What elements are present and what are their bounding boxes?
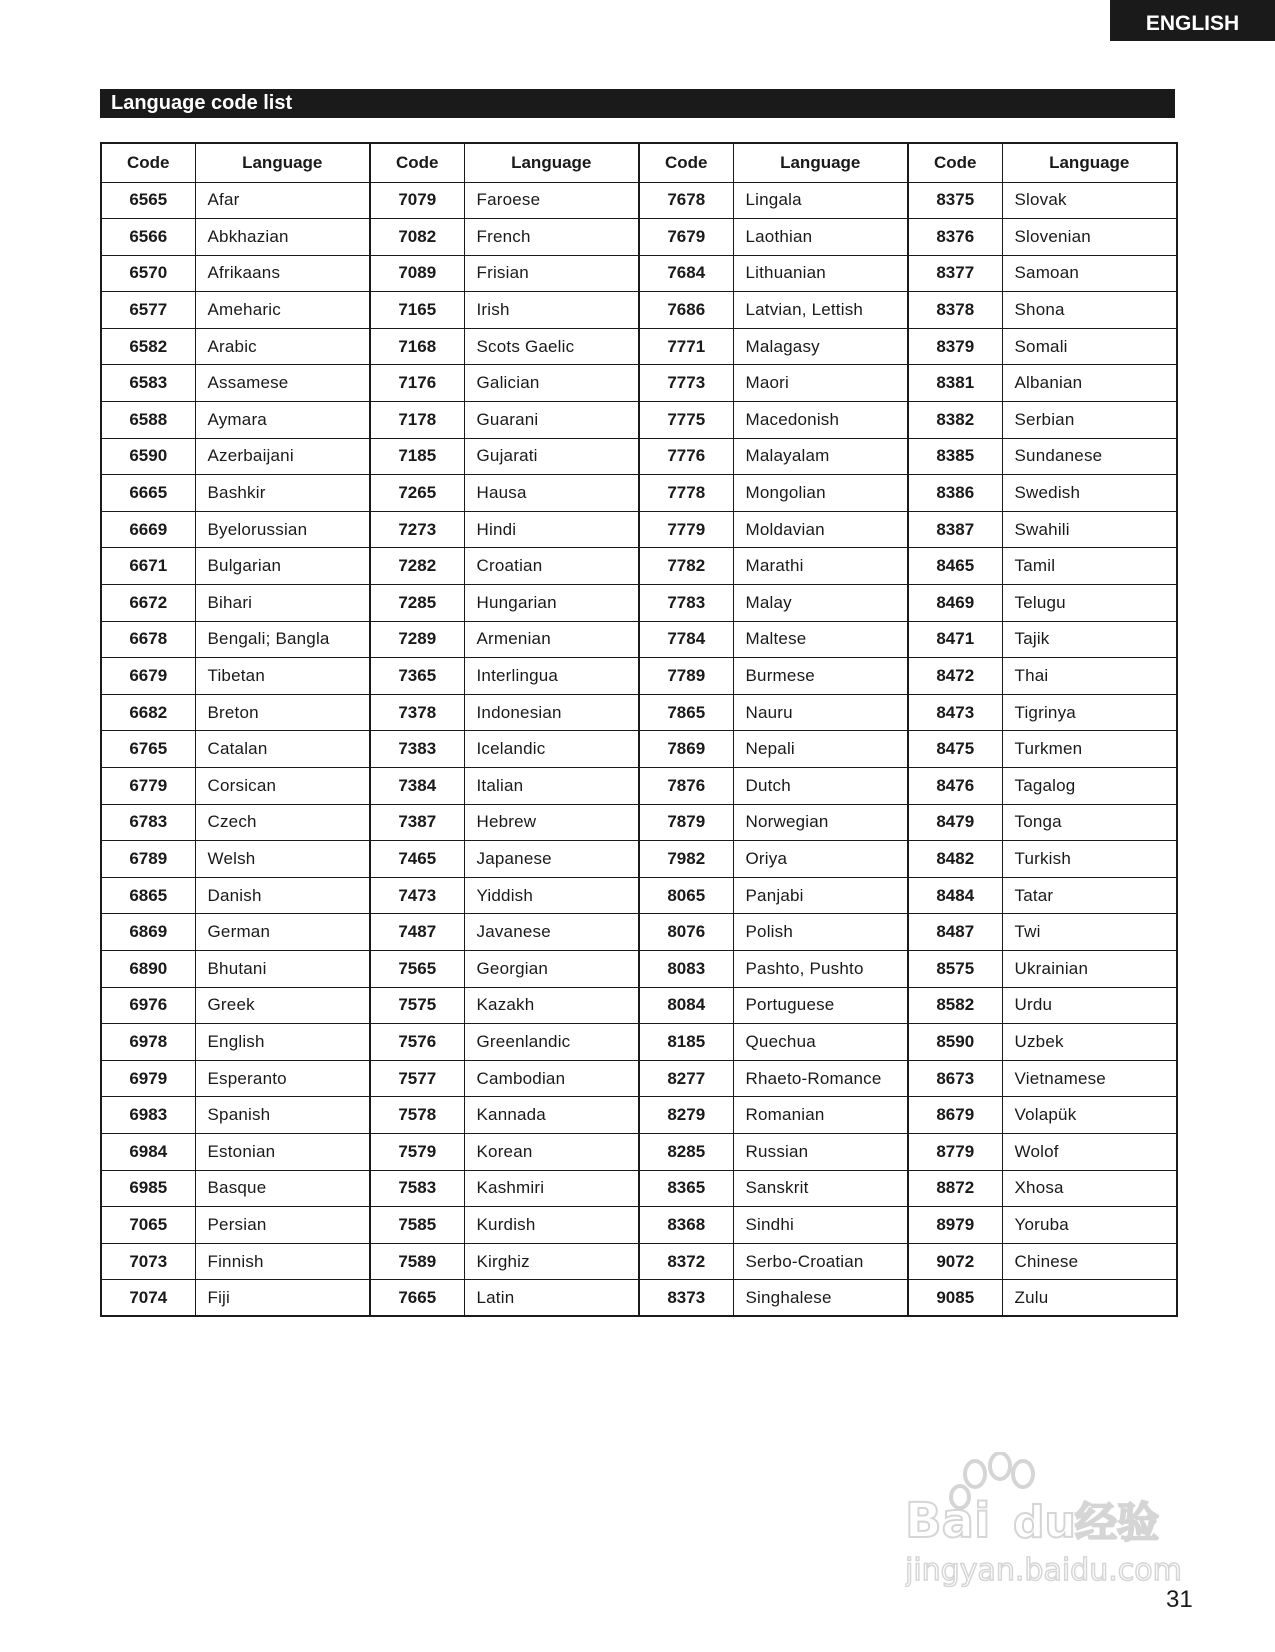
column-header-code: Code bbox=[908, 143, 1002, 182]
language-code-cell: 8378 bbox=[908, 292, 1002, 329]
language-name-cell: Ameharic bbox=[195, 292, 370, 329]
section-title: Language code list bbox=[111, 92, 293, 114]
language-name-cell: Tigrinya bbox=[1002, 694, 1177, 731]
language-name-cell: Afar bbox=[195, 182, 370, 219]
language-name-cell: Turkmen bbox=[1002, 731, 1177, 768]
language-code-cell: 7089 bbox=[370, 255, 464, 292]
language-name-cell: Breton bbox=[195, 694, 370, 731]
language-tab: ENGLISH bbox=[1110, 0, 1275, 41]
language-code-cell: 7465 bbox=[370, 841, 464, 878]
language-name-cell: Esperanto bbox=[195, 1060, 370, 1097]
language-code-cell: 8382 bbox=[908, 402, 1002, 439]
language-name-cell: Kazakh bbox=[464, 987, 639, 1024]
language-name-cell: Malayalam bbox=[733, 438, 908, 475]
language-code-cell: 8482 bbox=[908, 841, 1002, 878]
language-code-cell: 6983 bbox=[101, 1097, 195, 1134]
language-code-cell: 7387 bbox=[370, 804, 464, 841]
language-code-cell: 8469 bbox=[908, 585, 1002, 622]
baidu-jingyan-watermark bbox=[905, 1452, 1205, 1602]
language-name-cell: Kannada bbox=[464, 1097, 639, 1134]
language-name-cell: Cambodian bbox=[464, 1060, 639, 1097]
language-name-cell: Spanish bbox=[195, 1097, 370, 1134]
language-code-cell: 7583 bbox=[370, 1170, 464, 1207]
language-code-cell: 7577 bbox=[370, 1060, 464, 1097]
language-name-cell: Bihari bbox=[195, 585, 370, 622]
language-code-cell: 6679 bbox=[101, 658, 195, 695]
language-name-cell: Croatian bbox=[464, 548, 639, 585]
language-code-cell: 7384 bbox=[370, 768, 464, 805]
table-row bbox=[101, 987, 1177, 1024]
language-name-cell: Lithuanian bbox=[733, 255, 908, 292]
language-code-cell: 8381 bbox=[908, 365, 1002, 402]
language-code-cell: 7773 bbox=[639, 365, 733, 402]
language-name-cell: Swedish bbox=[1002, 475, 1177, 512]
language-name-cell: Romanian bbox=[733, 1097, 908, 1134]
language-name-cell: Laothian bbox=[733, 219, 908, 256]
language-name-cell: Albanian bbox=[1002, 365, 1177, 402]
language-name-cell: Azerbaijani bbox=[195, 438, 370, 475]
language-name-cell: Shona bbox=[1002, 292, 1177, 329]
language-name-cell: Assamese bbox=[195, 365, 370, 402]
language-name-cell: Mongolian bbox=[733, 475, 908, 512]
language-name-cell: Danish bbox=[195, 877, 370, 914]
language-name-cell: Corsican bbox=[195, 768, 370, 805]
language-name-cell: Pashto, Pushto bbox=[733, 950, 908, 987]
language-name-cell: Panjabi bbox=[733, 877, 908, 914]
language-code-table bbox=[100, 142, 1178, 1317]
language-name-cell: Rhaeto-Romance bbox=[733, 1060, 908, 1097]
language-name-cell: Catalan bbox=[195, 731, 370, 768]
language-name-cell: Fiji bbox=[195, 1280, 370, 1317]
language-name-cell: Uzbek bbox=[1002, 1024, 1177, 1061]
language-name-cell: Javanese bbox=[464, 914, 639, 951]
language-code-cell: 7079 bbox=[370, 182, 464, 219]
table-row bbox=[101, 621, 1177, 658]
language-code-cell: 6672 bbox=[101, 585, 195, 622]
language-name-cell: Sundanese bbox=[1002, 438, 1177, 475]
language-code-cell: 7684 bbox=[639, 255, 733, 292]
language-code-cell: 6865 bbox=[101, 877, 195, 914]
language-code-cell: 6869 bbox=[101, 914, 195, 951]
language-code-cell: 7289 bbox=[370, 621, 464, 658]
language-name-cell: Hindi bbox=[464, 511, 639, 548]
language-code-cell: 7585 bbox=[370, 1207, 464, 1244]
language-name-cell: Yoruba bbox=[1002, 1207, 1177, 1244]
language-name-cell: Interlingua bbox=[464, 658, 639, 695]
language-name-cell: Armenian bbox=[464, 621, 639, 658]
language-name-cell: Welsh bbox=[195, 841, 370, 878]
language-code-cell: 7576 bbox=[370, 1024, 464, 1061]
language-code-cell: 6779 bbox=[101, 768, 195, 805]
language-code-cell: 7778 bbox=[639, 475, 733, 512]
language-name-cell: Maltese bbox=[733, 621, 908, 658]
language-name-cell: Kashmiri bbox=[464, 1170, 639, 1207]
language-code-cell: 6765 bbox=[101, 731, 195, 768]
language-code-cell: 8582 bbox=[908, 987, 1002, 1024]
language-name-cell: Chinese bbox=[1002, 1243, 1177, 1280]
language-name-cell: Finnish bbox=[195, 1243, 370, 1280]
language-code-cell: 7775 bbox=[639, 402, 733, 439]
language-name-cell: Swahili bbox=[1002, 511, 1177, 548]
language-name-cell: Faroese bbox=[464, 182, 639, 219]
language-code-cell: 8385 bbox=[908, 438, 1002, 475]
language-code-cell: 7265 bbox=[370, 475, 464, 512]
language-code-cell: 8386 bbox=[908, 475, 1002, 512]
language-code-cell: 6590 bbox=[101, 438, 195, 475]
table-row bbox=[101, 292, 1177, 329]
language-code-cell: 6565 bbox=[101, 182, 195, 219]
table-header-row bbox=[101, 143, 1177, 182]
language-name-cell: Thai bbox=[1002, 658, 1177, 695]
language-name-cell: Portuguese bbox=[733, 987, 908, 1024]
table-row bbox=[101, 548, 1177, 585]
language-code-cell: 8365 bbox=[639, 1170, 733, 1207]
language-code-cell: 8679 bbox=[908, 1097, 1002, 1134]
language-name-cell: Polish bbox=[733, 914, 908, 951]
language-name-cell: Bengali; Bangla bbox=[195, 621, 370, 658]
language-name-cell: Kirghiz bbox=[464, 1243, 639, 1280]
language-name-cell: Scots Gaelic bbox=[464, 328, 639, 365]
language-name-cell: Tibetan bbox=[195, 658, 370, 695]
language-name-cell: Xhosa bbox=[1002, 1170, 1177, 1207]
language-code-cell: 7165 bbox=[370, 292, 464, 329]
language-code-cell: 7473 bbox=[370, 877, 464, 914]
table-row bbox=[101, 731, 1177, 768]
language-name-cell: Yiddish bbox=[464, 877, 639, 914]
language-code-cell: 7178 bbox=[370, 402, 464, 439]
language-code-cell: 6976 bbox=[101, 987, 195, 1024]
language-name-cell: Latvian, Lettish bbox=[733, 292, 908, 329]
language-name-cell: Urdu bbox=[1002, 987, 1177, 1024]
table-row bbox=[101, 328, 1177, 365]
language-name-cell: Hausa bbox=[464, 475, 639, 512]
language-name-cell: Maori bbox=[733, 365, 908, 402]
language-name-cell: Zulu bbox=[1002, 1280, 1177, 1317]
language-code-cell: 7176 bbox=[370, 365, 464, 402]
table-row bbox=[101, 182, 1177, 219]
language-code-cell: 6583 bbox=[101, 365, 195, 402]
watermark-suffix: 经验 bbox=[1075, 1498, 1160, 1547]
language-code-cell: 8484 bbox=[908, 877, 1002, 914]
language-name-cell: Macedonish bbox=[733, 402, 908, 439]
table-row bbox=[101, 1060, 1177, 1097]
table-row bbox=[101, 694, 1177, 731]
language-code-cell: 8076 bbox=[639, 914, 733, 951]
language-name-cell: Quechua bbox=[733, 1024, 908, 1061]
language-name-cell: Vietnamese bbox=[1002, 1060, 1177, 1097]
language-code-cell: 7365 bbox=[370, 658, 464, 695]
language-code-cell: 7782 bbox=[639, 548, 733, 585]
table-row bbox=[101, 1133, 1177, 1170]
table-row bbox=[101, 768, 1177, 805]
language-code-cell: 7783 bbox=[639, 585, 733, 622]
language-code-cell: 7578 bbox=[370, 1097, 464, 1134]
language-code-cell: 8872 bbox=[908, 1170, 1002, 1207]
table-row bbox=[101, 438, 1177, 475]
language-name-cell: Singhalese bbox=[733, 1280, 908, 1317]
table-row bbox=[101, 877, 1177, 914]
language-code-cell: 9085 bbox=[908, 1280, 1002, 1317]
language-name-cell: Estonian bbox=[195, 1133, 370, 1170]
language-name-cell: Oriya bbox=[733, 841, 908, 878]
language-name-cell: Persian bbox=[195, 1207, 370, 1244]
language-name-cell: Arabic bbox=[195, 328, 370, 365]
table-row bbox=[101, 255, 1177, 292]
table-body bbox=[101, 182, 1177, 1316]
language-code-cell: 8279 bbox=[639, 1097, 733, 1134]
language-name-cell: Malagasy bbox=[733, 328, 908, 365]
language-name-cell: Serbo-Croatian bbox=[733, 1243, 908, 1280]
column-header-language: Language bbox=[1002, 143, 1177, 182]
language-name-cell: Frisian bbox=[464, 255, 639, 292]
language-code-cell: 6890 bbox=[101, 950, 195, 987]
language-code-cell: 7082 bbox=[370, 219, 464, 256]
language-name-cell: Korean bbox=[464, 1133, 639, 1170]
language-code-cell: 8285 bbox=[639, 1133, 733, 1170]
language-code-cell: 6669 bbox=[101, 511, 195, 548]
table-row bbox=[101, 1243, 1177, 1280]
language-name-cell: Sanskrit bbox=[733, 1170, 908, 1207]
language-name-cell: Ukrainian bbox=[1002, 950, 1177, 987]
language-code-cell: 6582 bbox=[101, 328, 195, 365]
language-code-cell: 7074 bbox=[101, 1280, 195, 1317]
table-row bbox=[101, 365, 1177, 402]
table-row bbox=[101, 1207, 1177, 1244]
language-code-cell: 7185 bbox=[370, 438, 464, 475]
language-code-cell: 8471 bbox=[908, 621, 1002, 658]
language-name-cell: Galician bbox=[464, 365, 639, 402]
language-code-cell: 7679 bbox=[639, 219, 733, 256]
language-code-cell: 6979 bbox=[101, 1060, 195, 1097]
language-code-cell: 8476 bbox=[908, 768, 1002, 805]
table-row bbox=[101, 219, 1177, 256]
language-name-cell: Guarani bbox=[464, 402, 639, 439]
language-code-cell: 8590 bbox=[908, 1024, 1002, 1061]
language-code-cell: 8473 bbox=[908, 694, 1002, 731]
language-name-cell: English bbox=[195, 1024, 370, 1061]
language-name-cell: Serbian bbox=[1002, 402, 1177, 439]
language-code-cell: 8377 bbox=[908, 255, 1002, 292]
language-name-cell: Italian bbox=[464, 768, 639, 805]
language-code-cell: 7779 bbox=[639, 511, 733, 548]
table-row bbox=[101, 804, 1177, 841]
language-code-cell: 7168 bbox=[370, 328, 464, 365]
language-code-cell: 8083 bbox=[639, 950, 733, 987]
language-name-cell: Burmese bbox=[733, 658, 908, 695]
language-name-cell: Sindhi bbox=[733, 1207, 908, 1244]
language-name-cell: Slovak bbox=[1002, 182, 1177, 219]
language-code-cell: 7784 bbox=[639, 621, 733, 658]
language-code-cell: 7565 bbox=[370, 950, 464, 987]
language-name-cell: Bashkir bbox=[195, 475, 370, 512]
table-row bbox=[101, 1280, 1177, 1317]
language-name-cell: Nepali bbox=[733, 731, 908, 768]
table-row bbox=[101, 475, 1177, 512]
language-code-cell: 8373 bbox=[639, 1280, 733, 1317]
language-code-cell: 7378 bbox=[370, 694, 464, 731]
table-row bbox=[101, 402, 1177, 439]
language-code-cell: 6577 bbox=[101, 292, 195, 329]
language-name-cell: Bhutani bbox=[195, 950, 370, 987]
language-code-cell: 8277 bbox=[639, 1060, 733, 1097]
language-name-cell: Icelandic bbox=[464, 731, 639, 768]
language-name-cell: Latin bbox=[464, 1280, 639, 1317]
language-code-cell: 7771 bbox=[639, 328, 733, 365]
language-name-cell: Tonga bbox=[1002, 804, 1177, 841]
language-code-cell: 9072 bbox=[908, 1243, 1002, 1280]
language-name-cell: Hungarian bbox=[464, 585, 639, 622]
language-code-cell: 6985 bbox=[101, 1170, 195, 1207]
language-code-cell: 7285 bbox=[370, 585, 464, 622]
language-name-cell: Tamil bbox=[1002, 548, 1177, 585]
table-row bbox=[101, 1097, 1177, 1134]
language-name-cell: Dutch bbox=[733, 768, 908, 805]
language-name-cell: Twi bbox=[1002, 914, 1177, 951]
language-name-cell: Malay bbox=[733, 585, 908, 622]
language-code-cell: 6978 bbox=[101, 1024, 195, 1061]
language-name-cell: Czech bbox=[195, 804, 370, 841]
language-code-cell: 7589 bbox=[370, 1243, 464, 1280]
language-code-cell: 6566 bbox=[101, 219, 195, 256]
language-name-cell: Irish bbox=[464, 292, 639, 329]
language-name-cell: Kurdish bbox=[464, 1207, 639, 1244]
language-code-cell: 8479 bbox=[908, 804, 1002, 841]
language-name-cell: Telugu bbox=[1002, 585, 1177, 622]
table-row bbox=[101, 841, 1177, 878]
language-code-cell: 7678 bbox=[639, 182, 733, 219]
language-code-cell: 6588 bbox=[101, 402, 195, 439]
language-name-cell: Slovenian bbox=[1002, 219, 1177, 256]
language-code-cell: 8673 bbox=[908, 1060, 1002, 1097]
language-code-cell: 8185 bbox=[639, 1024, 733, 1061]
language-name-cell: Samoan bbox=[1002, 255, 1177, 292]
language-name-cell: Turkish bbox=[1002, 841, 1177, 878]
language-code-cell: 7487 bbox=[370, 914, 464, 951]
watermark-brand-du: du bbox=[1013, 1497, 1076, 1548]
language-code-cell: 8065 bbox=[639, 877, 733, 914]
language-name-cell: Abkhazian bbox=[195, 219, 370, 256]
language-code-cell: 7776 bbox=[639, 438, 733, 475]
language-code-cell: 7982 bbox=[639, 841, 733, 878]
language-name-cell: Nauru bbox=[733, 694, 908, 731]
language-code-cell: 8084 bbox=[639, 987, 733, 1024]
language-name-cell: Byelorussian bbox=[195, 511, 370, 548]
table-row bbox=[101, 1170, 1177, 1207]
language-name-cell: German bbox=[195, 914, 370, 951]
section-title-bar bbox=[100, 89, 1175, 118]
language-code-cell: 8487 bbox=[908, 914, 1002, 951]
language-name-cell: Marathi bbox=[733, 548, 908, 585]
language-name-cell: Georgian bbox=[464, 950, 639, 987]
watermark-url: jingyan.baidu.com bbox=[905, 1553, 1182, 1588]
language-name-cell: Aymara bbox=[195, 402, 370, 439]
table-row bbox=[101, 658, 1177, 695]
language-code-cell: 7073 bbox=[101, 1243, 195, 1280]
language-name-cell: Bulgarian bbox=[195, 548, 370, 585]
language-code-cell: 8379 bbox=[908, 328, 1002, 365]
language-code-cell: 8465 bbox=[908, 548, 1002, 585]
table-row bbox=[101, 950, 1177, 987]
language-code-cell: 8475 bbox=[908, 731, 1002, 768]
language-code-cell: 8375 bbox=[908, 182, 1002, 219]
language-name-cell: Wolof bbox=[1002, 1133, 1177, 1170]
language-name-cell: Hebrew bbox=[464, 804, 639, 841]
language-code-cell: 6570 bbox=[101, 255, 195, 292]
language-code-cell: 6789 bbox=[101, 841, 195, 878]
language-name-cell: Somali bbox=[1002, 328, 1177, 365]
language-code-cell: 7865 bbox=[639, 694, 733, 731]
language-code-cell: 6665 bbox=[101, 475, 195, 512]
language-name-cell: Afrikaans bbox=[195, 255, 370, 292]
language-code-cell: 8575 bbox=[908, 950, 1002, 987]
language-code-cell: 8979 bbox=[908, 1207, 1002, 1244]
language-name-cell: Norwegian bbox=[733, 804, 908, 841]
language-name-cell: Lingala bbox=[733, 182, 908, 219]
language-code-cell: 7869 bbox=[639, 731, 733, 768]
table-row bbox=[101, 511, 1177, 548]
language-code-cell: 7575 bbox=[370, 987, 464, 1024]
language-name-cell: Gujarati bbox=[464, 438, 639, 475]
column-header-code: Code bbox=[370, 143, 464, 182]
language-code-cell: 8372 bbox=[639, 1243, 733, 1280]
watermark-brand: Bai bbox=[905, 1493, 991, 1549]
table-row bbox=[101, 1024, 1177, 1061]
language-code-cell: 8368 bbox=[639, 1207, 733, 1244]
language-code-cell: 7789 bbox=[639, 658, 733, 695]
language-code-cell: 7065 bbox=[101, 1207, 195, 1244]
language-code-cell: 8472 bbox=[908, 658, 1002, 695]
language-code-cell: 6671 bbox=[101, 548, 195, 585]
language-name-cell: Indonesian bbox=[464, 694, 639, 731]
language-code-cell: 7273 bbox=[370, 511, 464, 548]
column-header-code: Code bbox=[101, 143, 195, 182]
language-name-cell: Japanese bbox=[464, 841, 639, 878]
language-name-cell: Russian bbox=[733, 1133, 908, 1170]
language-name-cell: Volapük bbox=[1002, 1097, 1177, 1134]
language-code-cell: 7383 bbox=[370, 731, 464, 768]
table-row bbox=[101, 914, 1177, 951]
column-header-language: Language bbox=[464, 143, 639, 182]
language-code-cell: 7879 bbox=[639, 804, 733, 841]
column-header-language: Language bbox=[733, 143, 908, 182]
language-name-cell: Tatar bbox=[1002, 877, 1177, 914]
language-code-cell: 7579 bbox=[370, 1133, 464, 1170]
language-code-cell: 8376 bbox=[908, 219, 1002, 256]
language-name-cell: French bbox=[464, 219, 639, 256]
language-name-cell: Greenlandic bbox=[464, 1024, 639, 1061]
language-name-cell: Basque bbox=[195, 1170, 370, 1207]
language-code-cell: 7665 bbox=[370, 1280, 464, 1317]
language-name-cell: Greek bbox=[195, 987, 370, 1024]
language-code-cell: 6678 bbox=[101, 621, 195, 658]
language-name-cell: Tagalog bbox=[1002, 768, 1177, 805]
language-code-cell: 7876 bbox=[639, 768, 733, 805]
language-code-cell: 6984 bbox=[101, 1133, 195, 1170]
language-code-cell: 6682 bbox=[101, 694, 195, 731]
language-code-cell: 7686 bbox=[639, 292, 733, 329]
column-header-code: Code bbox=[639, 143, 733, 182]
column-header-language: Language bbox=[195, 143, 370, 182]
language-code-cell: 8387 bbox=[908, 511, 1002, 548]
language-name-cell: Tajik bbox=[1002, 621, 1177, 658]
table-row bbox=[101, 585, 1177, 622]
language-code-cell: 6783 bbox=[101, 804, 195, 841]
language-code-cell: 7282 bbox=[370, 548, 464, 585]
language-code-cell: 8779 bbox=[908, 1133, 1002, 1170]
page-number: 31 bbox=[1166, 1586, 1193, 1613]
language-name-cell: Moldavian bbox=[733, 511, 908, 548]
